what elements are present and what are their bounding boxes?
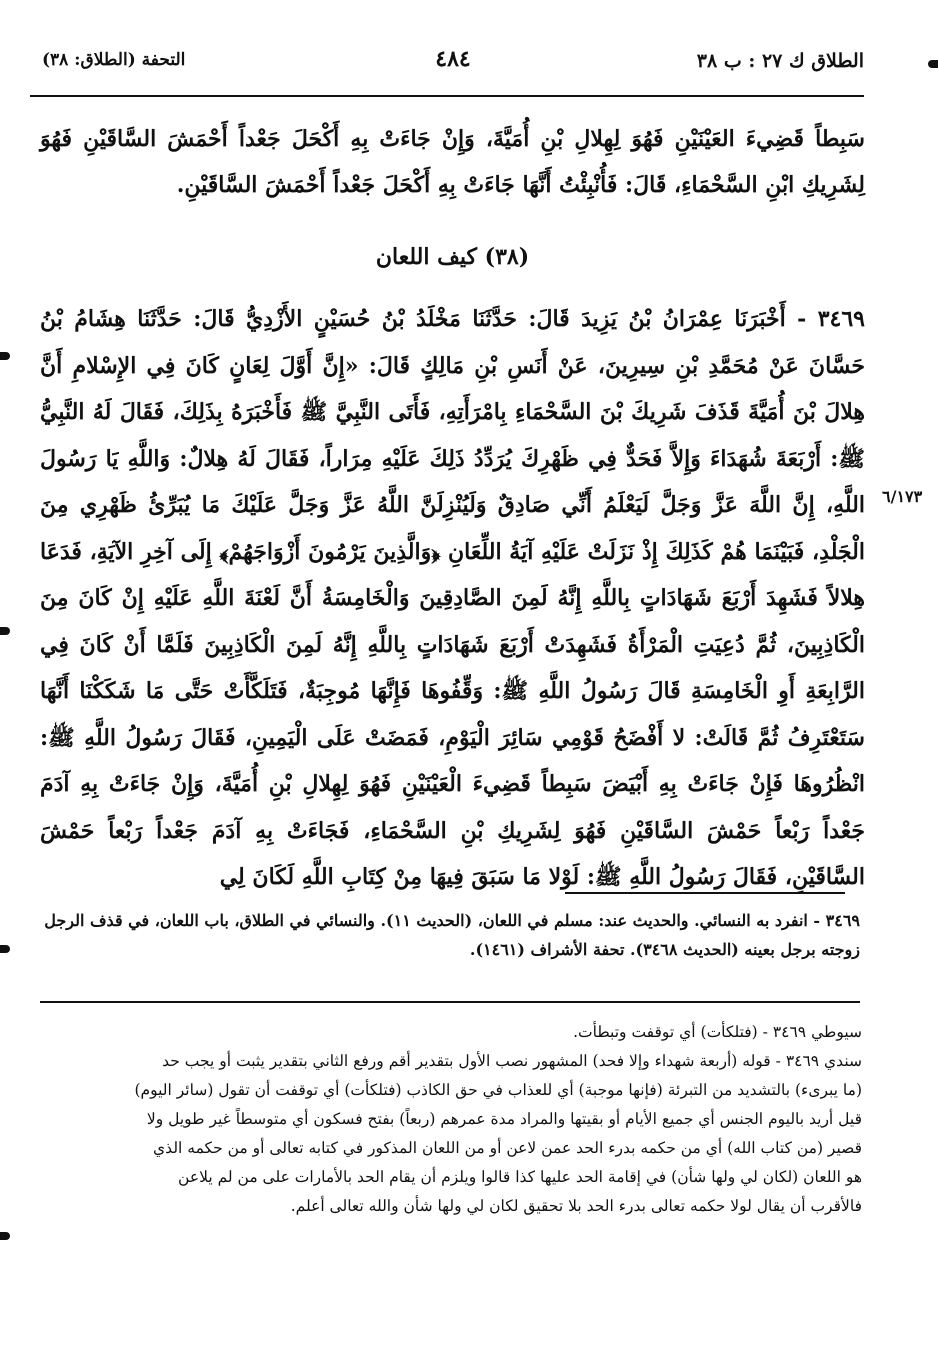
- footnote-rule: [565, 892, 845, 894]
- commentary-line: سندي ٣٤٦٩ - قوله (أربعة شهداء وإلا فحد) المشهور نصب الأول بتقدير أقم ورفع الثاني بتقدير يثبت أو يجب حد: [162, 1052, 862, 1070]
- commentary-rule: [40, 1001, 860, 1003]
- header-rule: [30, 95, 864, 97]
- page-header: [42, 40, 864, 80]
- intro-text: [40, 116, 865, 208]
- commentary-line: هو اللعان (لكان لي ولها شأن) في إقامة الحد عليها كذا قالوا ويلزم أن يقام الحد بالأمارات على من لم يلاعن: [178, 1168, 862, 1186]
- margin-mark: [0, 627, 10, 635]
- chapter-title: (٣٨) كيف اللعان: [375, 244, 530, 270]
- hadith-paragraph: ٣٤٦٩ - أَخْبَرَنَا عِمْرَانُ بْنُ يَزِيدَ قَالَ: حَدَّثَنَا مَخْلَدُ بْنُ حُسَيْنٍ الأَزْدِيُّ قَالَ: حَدَّثَنَا هِشَامُ بْنُ حَسَّانَ عَنْ مُحَمَّدِ بْنِ سِيرِينَ، عَنْ أَنَسِ بْنِ مَالِكٍ قَالَ: «إِنَّ أَوَّلَ لِعَانٍ كَانَ فِي الإِسْلامِ أَنَّ هِلالَ بْنَ أُمَيَّةَ قَذَفَ شَرِيكَ بْنَ السَّحْمَاءِ بِامْرَأَتِهِ، فَأَتَى النَّبِيَّ ﷺ فَأَخْبَرَهُ بِذَلِكَ، فَقَالَ لَهُ النَّبِيُّ ﷺ: أَرْبَعَةَ شُهَدَاءَ وَإِلاَّ فَحَدٌّ فِي ظَهْرِكَ يُرَدِّدُ ذَلِكَ عَلَيْهِ مِرَاراً، فَقَالَ لَهُ هِلالٌ: وَاللَّهِ يَا رَسُولَ اللَّهِ، إِنَّ اللَّهَ عَزَّ وَجَلَّ لَيَعْلَمُ أَنِّي صَادِقٌ وَلَيُنْزِلَنَّ اللَّهُ عَزَّ وَجَلَّ عَلَيْكَ مَا يُبَرِّئُ ظَهْرِي مِنَ الْجَلْدِ، فَبَيْنَمَا هُمْ كَذَلِكَ إِذْ نَزَلَتْ عَلَيْهِ آيَةُ اللِّعَانِ ﴿وَالَّذِينَ يَرْمُونَ أَزْوَاجَهُمْ﴾ إِلَى آخِرِ الآيَةِ، فَدَعَا هِلالاً فَشَهِدَ أَرْبَعَ شَهَادَاتٍ بِاللَّهِ إِنَّهُ لَمِنَ الصَّادِقِينَ وَالْخَامِسَةُ أَنَّ لَعْنَةَ اللَّهِ عَلَيْهِ إِنْ كَانَ مِنَ الْكَاذِبِينَ، ثُمَّ دُعِيَتِ الْمَرْأَةُ فَشَهِدَتْ أَرْبَعَ شَهَادَاتٍ بِاللَّهِ إِنَّهُ لَمِنَ الْكَاذِبِينَ فَلَمَّا أَنْ كَانَ فِي الرَّابِعَةِ أَوِ الْخَامِسَةِ قَالَ رَسُولُ اللَّهِ ﷺ: وَقِّفُوهَا فَإِنَّهَا مُوجِبَةٌ، فَتَلَكَّأَتْ حَتَّى مَا شَكَكْنَا أَنَّهَا سَتَعْتَرِفُ ثُمَّ قَالَتْ: لا أَفْضَحُ قَوْمِي سَائِرَ الْيَوْمِ، فَمَضَتْ عَلَى الْيَمِينِ، فَقَالَ رَسُولُ اللَّهِ ﷺ: انْظُرُوهَا فَإِنْ جَاءَتْ بِهِ أَبْيَضَ سَبِطاً قَضِيءَ الْعَيْنَيْنِ فَهُوَ لِهِلالِ بْنِ أُمَيَّةَ، وَإِنْ جَاءَتْ بِهِ آدَمَ جَعْداً رَبْعاً حَمْشَ السَّاقَيْنِ فَهُوَ لِشَرِيكِ بْنِ السَّحْمَاءِ، فَجَاءَتْ بِهِ آدَمَ جَعْداً رَبْعاً حَمْشَ السَّاقَيْنِ، فَقَالَ رَسُولُ اللَّهِ ﷺ: لَوْلا مَا سَبَقَ فِيهَا مِنْ كِتَابِ اللَّهِ لَكَانَ لِي: [40, 306, 866, 890]
- margin-mark: [0, 1232, 10, 1240]
- margin-reference: ٦/١٧٣: [882, 487, 923, 506]
- page-number: ٤٨٤: [435, 46, 471, 72]
- margin-mark: [0, 945, 10, 953]
- header-tuhfa-ref: التحفة (الطلاق: ٣٨): [42, 50, 186, 70]
- commentary-line: قصير (من كتاب الله) أي من حكمه بدرء الحد عمن لاعن أو من اللعان المذكور في كتابه تعالى أو من حكمه الذي: [153, 1139, 862, 1157]
- margin-mark: [0, 352, 10, 360]
- margin-mark: [928, 60, 938, 68]
- hadith-block: [40, 296, 865, 901]
- takhrij-footnote: ٣٤٦٩ - انفرد به النسائي. والحديث عند: مسلم في اللعان، (الحديث ١١). والنسائي في الطلاق، باب اللعان، في قذف الرجل زوجته برجل بعينه (الحديث ٣٤٦٨). تحفة الأشراف (١٤٦١).: [44, 911, 860, 959]
- commentary-line: قيل أريد باليوم الجنس أي جميع الأيام أو بقيتها والمراد مدة عمرهم (ربعاً) بفتح فسكون أي متوسطاً غير طويل ولا: [146, 1110, 862, 1128]
- intro-paragraph: سَبِطاً قَضِيءَ العَيْنَيْنِ فَهُوَ لِهِلالِ بْنِ أُمَيَّةَ، وَإِنْ جَاءَتْ بِهِ أَكْحَلَ جَعْداً أَحْمَشَ السَّاقَيْنِ فَهُوَ لِشَرِيكِ ابْنِ السَّحْمَاءِ، قَالَ: فَأُنْبِئْتُ أَنَّهَا جَاءَتْ بِهِ أَكْحَلَ جَعْداً أَحْمَشَ السَّاقَيْنِ.: [40, 126, 865, 198]
- commentary-block: [40, 1018, 862, 1221]
- commentary-line: سيوطي ٣٤٦٩ - (فتلكأت) أي توقفت وتبطأت.: [573, 1023, 862, 1041]
- header-chapter-ref: الطلاق ك ٢٧ : ب ٣٨: [696, 50, 864, 72]
- commentary-line: فالأقرب أن يقال لولا حكمه تعالى بدرء الحد بلا تحقيق لكان لي ولها شأن والله تعالى أعلم.: [290, 1197, 862, 1215]
- commentary-line: (ما يبرىء) بالتشديد من التبرئة (فإنها موجبة) أي للعذاب في حق الكاذب (فتلكأت) أي توقفت أن تقول (سائر اليوم): [134, 1081, 862, 1099]
